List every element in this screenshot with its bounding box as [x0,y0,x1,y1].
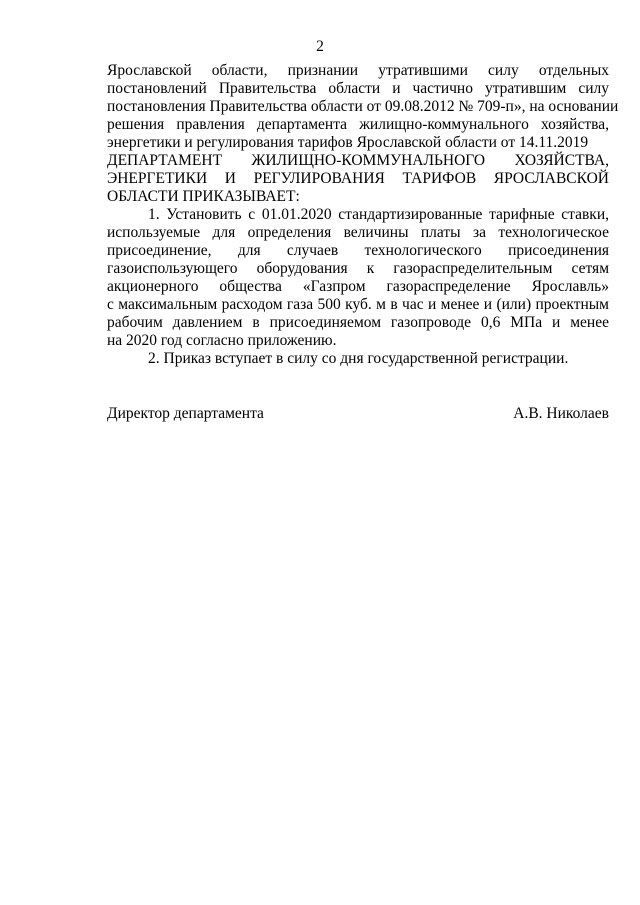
signature-name: А.В. Николаев [513,405,609,422]
preamble-line: энергетики и регулирования тарифов Ярославской области от 14.11.2019 [107,134,589,151]
item-1-line: присоединение, для случаев технологического присоединения [107,242,609,259]
preamble-line: постановления Правительства области от 09.08.2012 № 709-п», на основании [107,98,619,115]
item-1-line: газоиспользующего оборудования к газораспределительным сетям [107,260,609,277]
preamble-line: решения правления департамента жилищно-коммунального хозяйства, [107,116,609,133]
page-number: 2 [316,38,324,55]
item-1-line: на 2020 год согласно приложению. [107,332,337,349]
item-1-line: рабочим давлением в присоединяемом газопроводе 0,6 МПа и менее [107,314,609,331]
preamble-line: Ярославской области, признании утратившими силу отдельных [107,62,609,79]
item-1-line: акционерного общества «Газпром газораспределение Ярославль» [107,278,609,295]
item-1-line: с максимальным расходом газа 500 куб. м в час и менее и (или) проектным [107,296,609,313]
preamble-line: постановлений Правительства области и частично утратившим силу [107,80,609,97]
directive-line: ЭНЕРГЕТИКИ И РЕГУЛИРОВАНИЯ ТАРИФОВ ЯРОСЛАВСКОЙ [107,170,609,187]
item-2-line: 2. Приказ вступает в силу со дня государственной регистрации. [148,350,569,367]
directive-line: ОБЛАСТИ ПРИКАЗЫВАЕТ: [107,188,300,205]
item-1-line: 1. Установить с 01.01.2020 стандартизированные тарифные ставки, [148,206,609,223]
item-1-line: используемые для определения величины платы за технологическое [107,224,609,241]
directive-line: ДЕПАРТАМЕНТ ЖИЛИЩНО-КОММУНАЛЬНОГО ХОЗЯЙСТВА, [107,152,609,169]
signature-position: Директор департамента [107,405,264,422]
